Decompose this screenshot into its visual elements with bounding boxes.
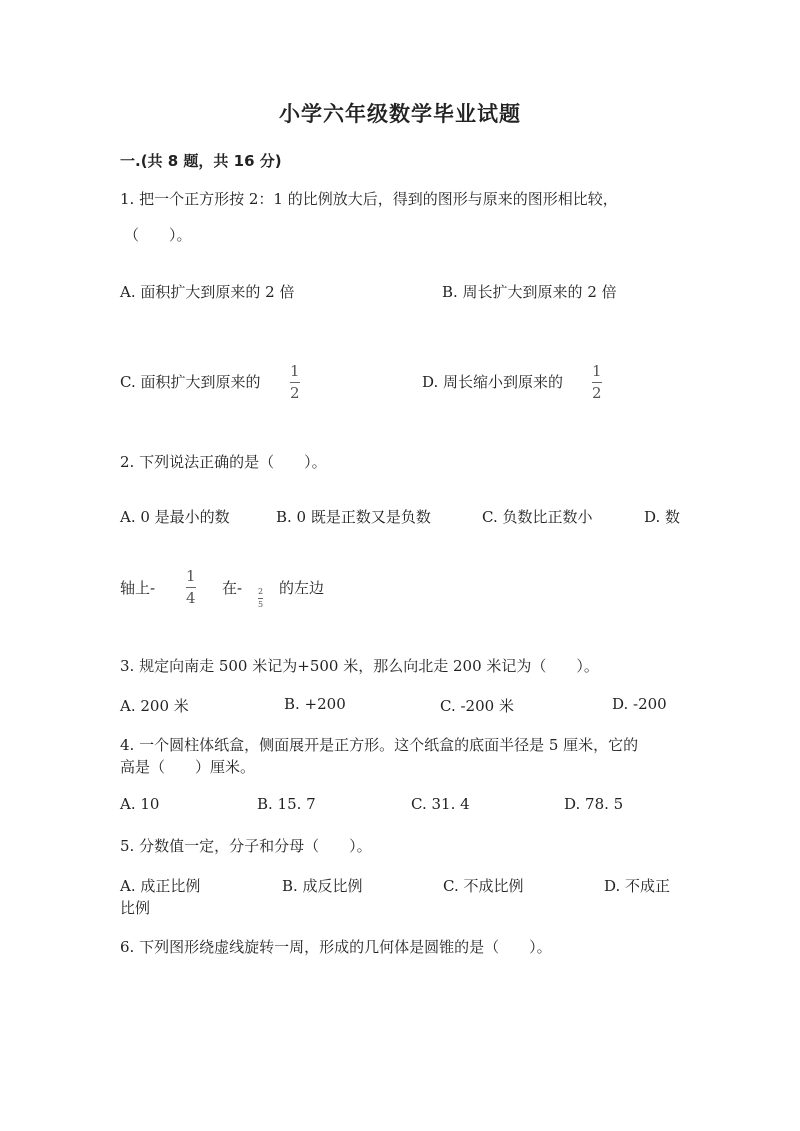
fraction-numerator: 1 bbox=[592, 362, 602, 380]
question-1-stem: 1. 把一个正方形按 2：1 的比例放大后，得到的图形与原来的图形相比较， bbox=[120, 190, 618, 208]
question-5-option-c: C. 不成比例 bbox=[443, 877, 524, 895]
question-1-option-c: C. 面积扩大到原来的 bbox=[120, 373, 261, 391]
page-title: 小学六年级数学毕业试题 bbox=[279, 102, 521, 126]
question-2-option-a: A. 0 是最小的数 bbox=[120, 508, 230, 526]
question-2-option-d-fraction-1 bbox=[186, 569, 196, 606]
fraction-bar bbox=[290, 382, 300, 383]
question-4-option-d: D. 78. 5 bbox=[564, 795, 624, 813]
question-1-option-a: A. 面积扩大到原来的 2 倍 bbox=[120, 283, 295, 301]
question-5-option-a: A. 成正比例 bbox=[120, 877, 201, 895]
question-5-option-b: B. 成反比例 bbox=[282, 877, 363, 895]
question-3-stem: 3. 规定向南走 500 米记为+500 米，那么向北走 200 米记为（ ）。 bbox=[120, 657, 599, 675]
section-heading: 一.(共 8 题，共 16 分) bbox=[120, 152, 282, 170]
question-1-option-b: B. 周长扩大到原来的 2 倍 bbox=[442, 283, 617, 301]
fraction-bar bbox=[186, 587, 196, 588]
question-3-option-b: B. +200 bbox=[284, 695, 346, 713]
fraction-denominator: 5 bbox=[258, 600, 264, 609]
question-4-option-b: B. 15. 7 bbox=[257, 795, 316, 813]
fraction-numerator: 1 bbox=[186, 567, 196, 585]
question-2-option-d-fraction-2 bbox=[258, 588, 263, 609]
question-3-option-d: D. -200 bbox=[612, 695, 667, 713]
question-1-option-d: D. 周长缩小到原来的 bbox=[422, 373, 564, 391]
question-5-stem: 5. 分数值一定，分子和分母（ ）。 bbox=[120, 837, 372, 855]
question-3-option-c: C. -200 米 bbox=[440, 697, 514, 715]
question-2-option-d-cont: 轴上- bbox=[120, 579, 156, 597]
question-1-option-c-fraction bbox=[290, 364, 300, 401]
question-4-stem-cont: 高是（ ）厘米。 bbox=[120, 758, 256, 776]
question-1-stem-cont: （ ）。 bbox=[124, 226, 192, 244]
question-2-option-c: C. 负数比正数小 bbox=[482, 508, 593, 526]
fraction-denominator: 4 bbox=[186, 589, 196, 607]
question-3-option-a: A. 200 米 bbox=[120, 697, 189, 715]
question-2-stem: 2. 下列说法正确的是（ ）。 bbox=[120, 453, 327, 471]
question-5-option-d-cont: 比例 bbox=[120, 899, 151, 917]
question-1-option-d-fraction bbox=[592, 364, 602, 401]
question-2-option-d-cont: 的左边 bbox=[279, 579, 325, 597]
question-4-option-a: A. 10 bbox=[120, 795, 160, 813]
fraction-denominator: 2 bbox=[290, 384, 300, 402]
fraction-numerator: 1 bbox=[290, 362, 300, 380]
question-2-option-d: D. 数 bbox=[644, 508, 681, 526]
fraction-bar bbox=[592, 382, 602, 383]
question-4-option-c: C. 31. 4 bbox=[411, 795, 470, 813]
question-2-option-b: B. 0 既是正数又是负数 bbox=[276, 508, 431, 526]
question-2-option-d-cont: 在- bbox=[222, 579, 243, 597]
question-4-stem: 4. 一个圆柱体纸盒，侧面展开是正方形。这个纸盒的底面半径是 5 厘米，它的 bbox=[120, 736, 639, 754]
question-5-option-d: D. 不成正 bbox=[604, 877, 671, 895]
fraction-bar bbox=[258, 598, 263, 599]
fraction-denominator: 2 bbox=[592, 384, 602, 402]
fraction-numerator: 2 bbox=[258, 587, 264, 596]
question-6-stem: 6. 下列图形绕虚线旋转一周，形成的几何体是圆锥的是（ ）。 bbox=[120, 938, 552, 956]
